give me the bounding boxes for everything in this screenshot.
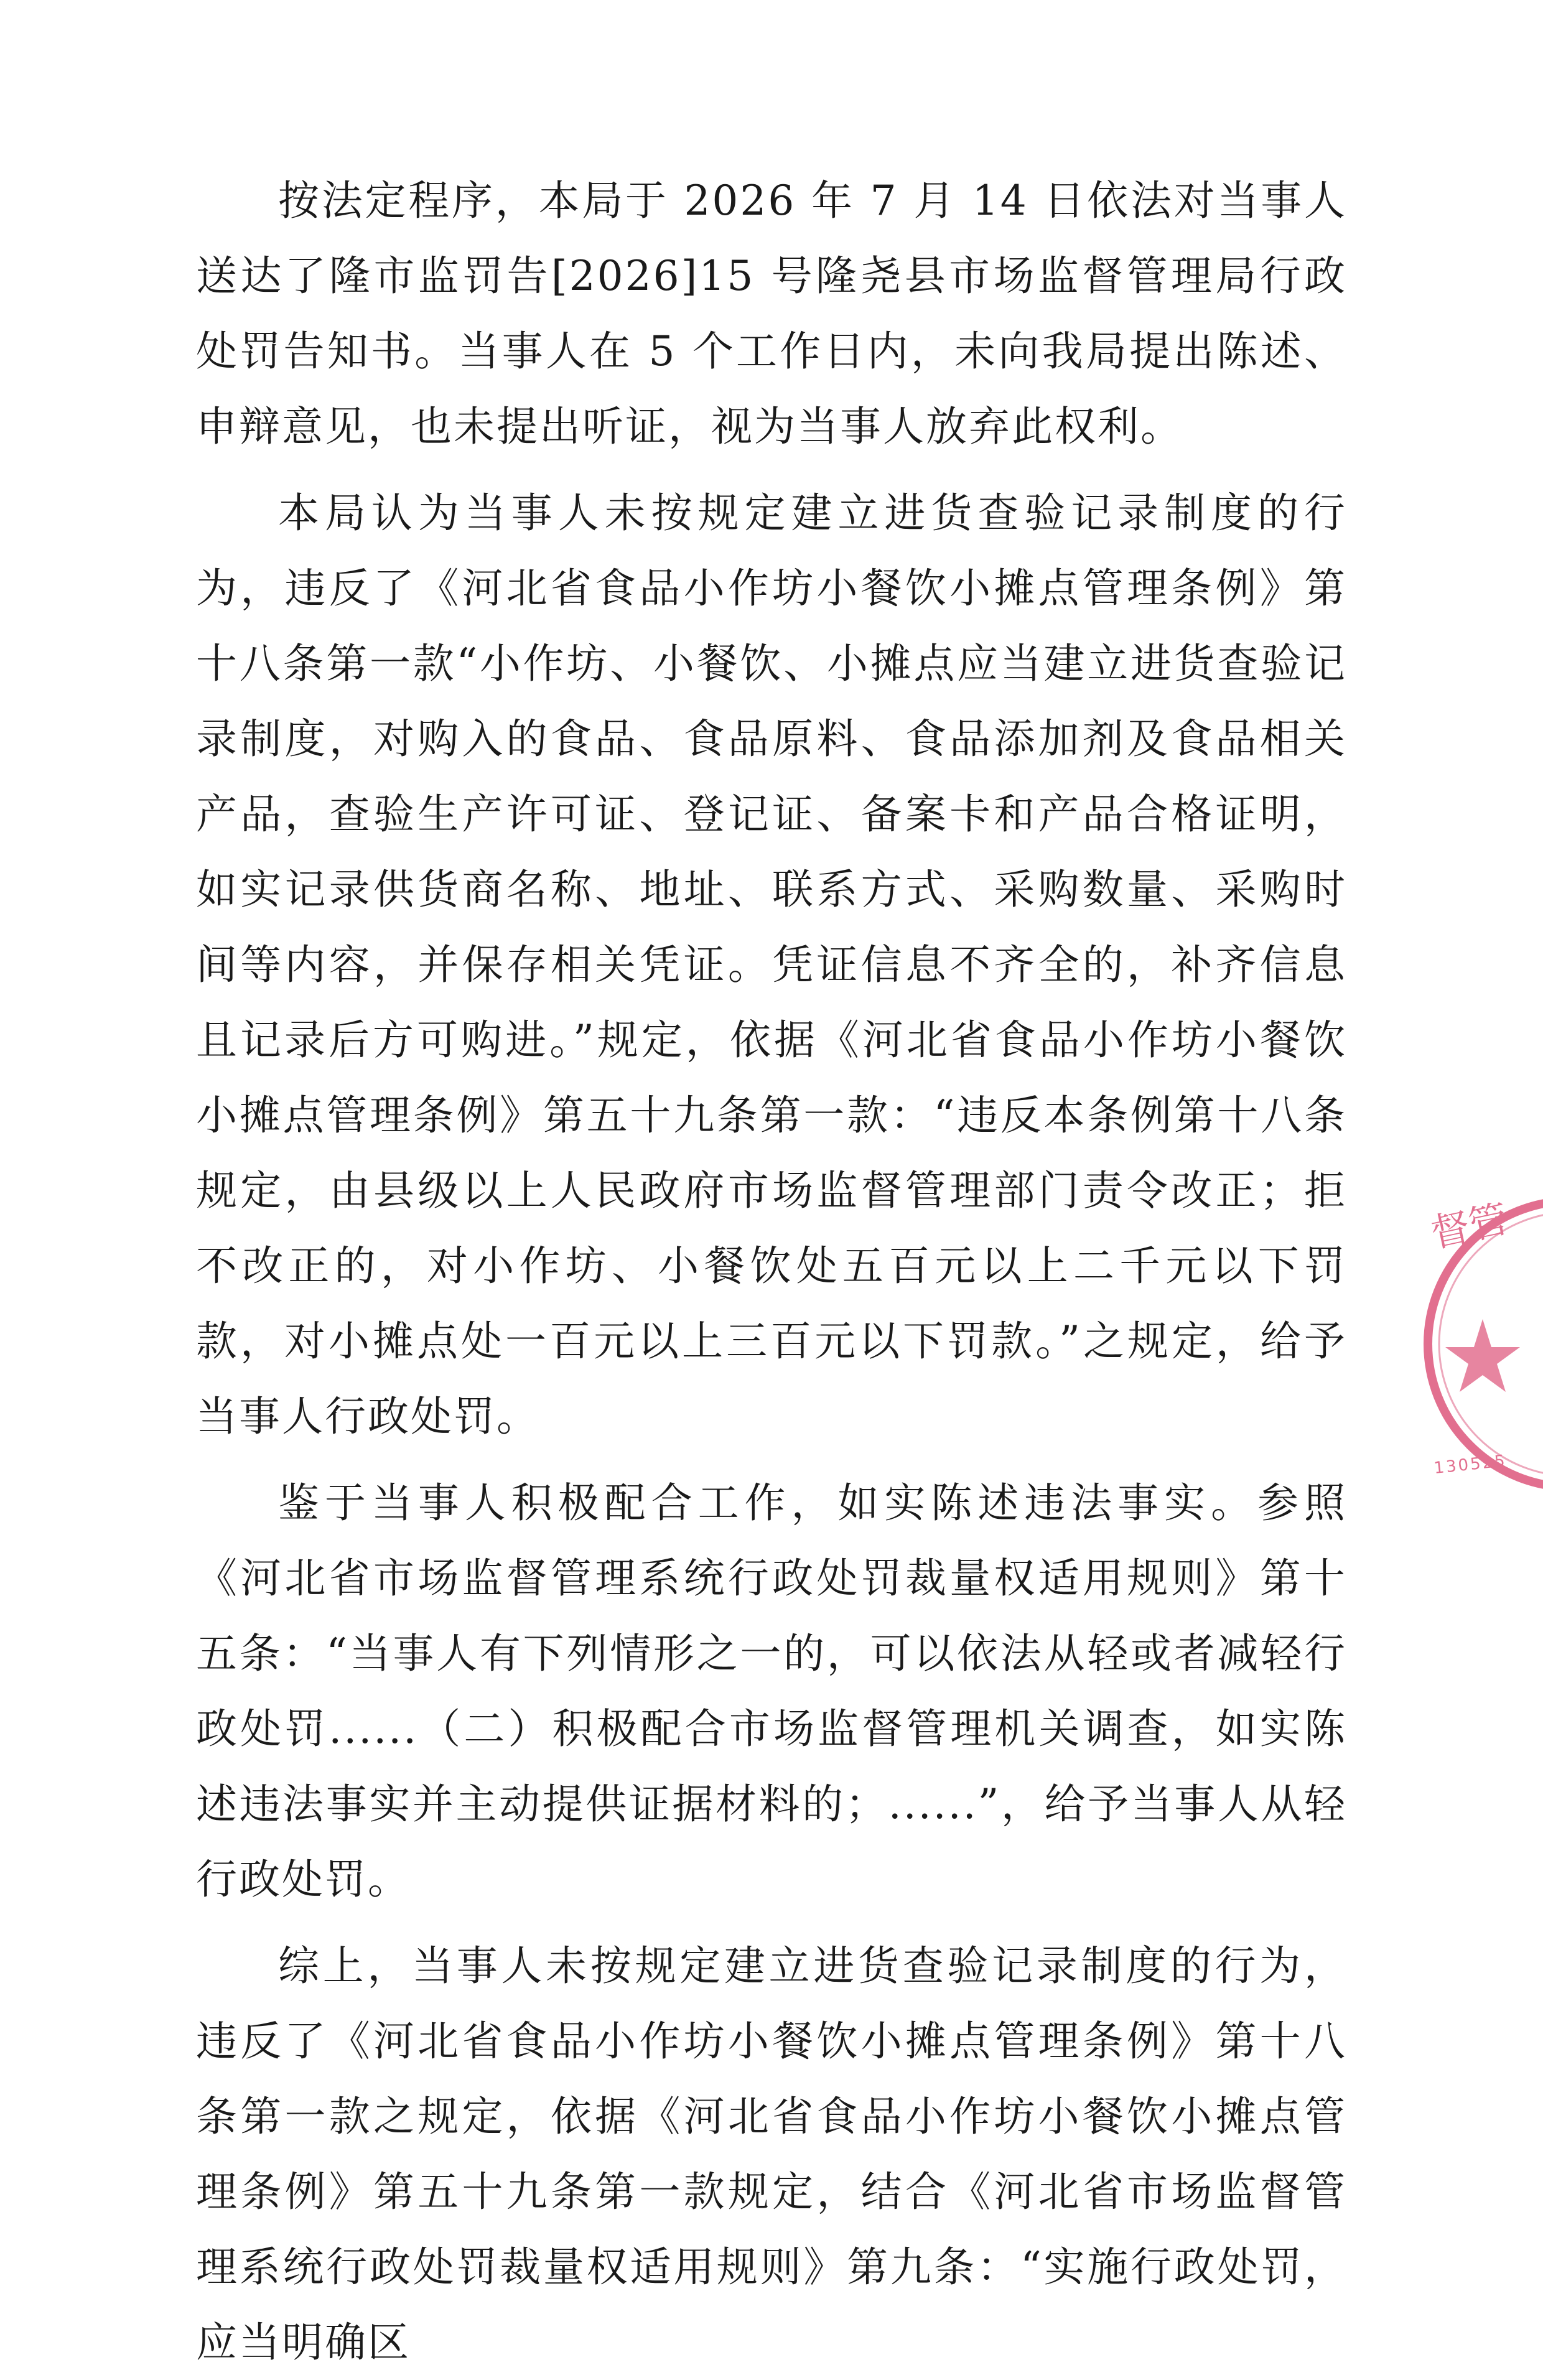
paragraph-lenient-discretion: 鉴于当事人积极配合工作，如实陈述违法事实。参照《河北省市场监督管理系统行政处罚裁量权适用规则》第十五条：“当事人有下列情形之一的，可以依法从轻或者减轻行政处罚......（二）积极配合市场监督管理机关调查，如实陈述违法事实并主动提供证据材料的；......”，给予当事人从轻行政处罚。 xyxy=(196,1479,1347,1903)
paragraph-conclusion: 综上，当事人未按规定建立进货查验记录制度的行为，违反了《河北省食品小作坊小餐饮小摊点管理条例》第十八条第一款之规定，依据《河北省食品小作坊小餐饮小摊点管理条例》第五十九条第一款规定，结合《河北省市场监督管理系统行政处罚裁量权适用规则》第九条：“实施行政处罚，应当明确区 xyxy=(196,1942,1347,2366)
paragraph-violation-basis: 本局认为当事人未按规定建立进货查验记录制度的行为，违反了《河北省食品小作坊小餐饮小摊点管理条例》第十八条第一款“小作坊、小餐饮、小摊点应当建立进货查验记录制度，对购入的食品、食品原料、食品添加剂及食品相关产品，查验生产许可证、登记证、备案卡和产品合格证明，如实记录供货商名称、地址、联系方式、采购数量、采购时间等内容，并保存相关凭证。凭证信息不齐全的，补齐信息且记录后方可购进。”规定，依据《河北省食品小作坊小餐饮小摊点管理条例》第五十九条第一款：“违反本条例第十八条规定，由县级以上人民政府市场监督管理部门责令改正；拒不改正的，对小作坊、小餐饮处五百元以上二千元以下罚款，对小摊点处一百元以上三百元以下罚款。”之规定，给予当事人行政处罚。 xyxy=(196,489,1347,1440)
paragraph-hearing-notice: 按法定程序，本局于 2026 年 7 月 14 日依法对当事人送达了隆市监罚告[2026]15 号隆尧县市场监督管理局行政处罚告知书。当事人在 5 个工作日内，未向我局提出陈述、申辩意见，也未提出听证，视为当事人放弃此权利。 xyxy=(196,177,1347,450)
official-seal-graphic xyxy=(1415,1170,1543,1518)
svg-text:督管: 督管 xyxy=(1427,1195,1512,1257)
document-body xyxy=(196,163,1347,2380)
official-seal-stamp xyxy=(1415,1170,1543,1518)
svg-text:130525: 130525 xyxy=(1433,1451,1508,1478)
